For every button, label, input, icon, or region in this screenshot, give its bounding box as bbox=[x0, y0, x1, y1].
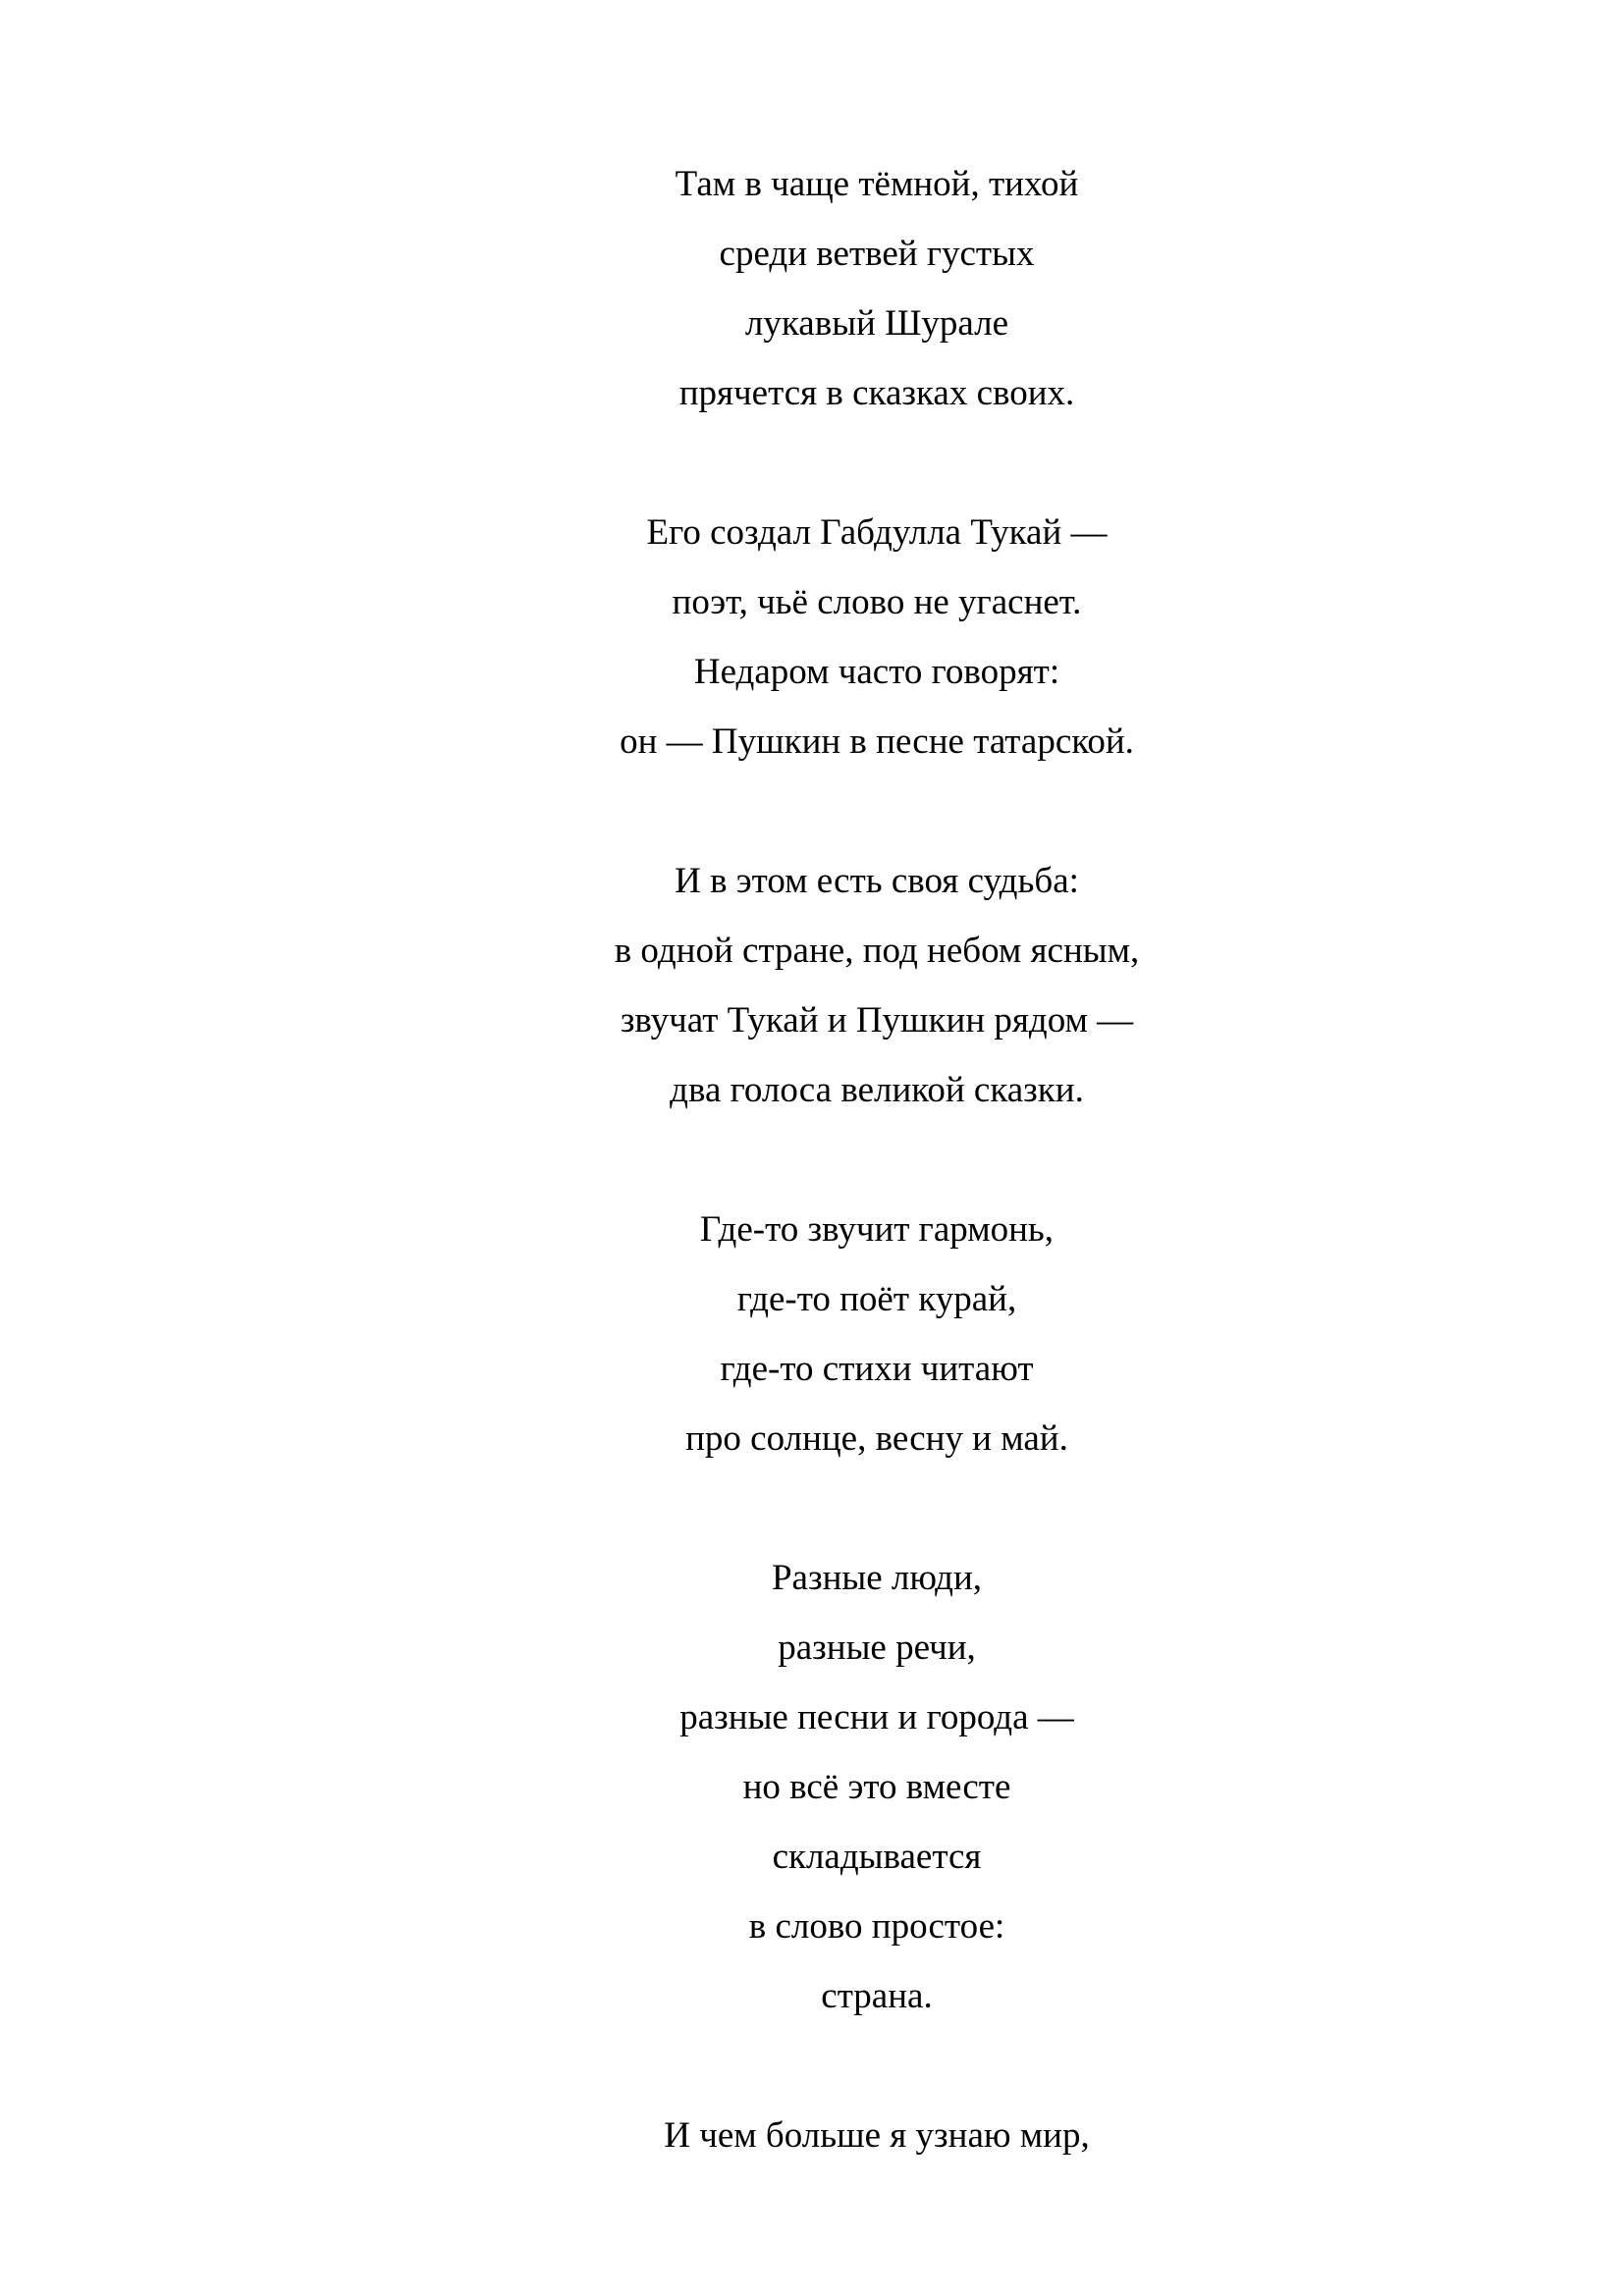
poem-line: прячется в сказках своих. bbox=[678, 373, 1075, 413]
poem-line: где-то стихи читают bbox=[720, 1349, 1034, 1389]
poem-line: Разные люди, bbox=[771, 1558, 983, 1598]
stanza-break bbox=[0, 428, 1624, 498]
stanza bbox=[0, 498, 1624, 776]
stanza-break bbox=[0, 2031, 1624, 2101]
poem-line: Недаром часто говорят: bbox=[693, 652, 1060, 692]
poem-line: про солнце, весну и май. bbox=[685, 1418, 1068, 1459]
stanza bbox=[0, 846, 1624, 1125]
poem-line: поэт, чьё слово не угаснет. bbox=[672, 582, 1082, 622]
poem-line: Где-то звучит гармонь, bbox=[699, 1209, 1055, 1250]
poem-line: в слово простое: bbox=[748, 1906, 1005, 1947]
poem-line: страна. bbox=[821, 1976, 933, 2016]
poem-line: два голоса великой сказки. bbox=[670, 1070, 1084, 1110]
stanza-break bbox=[0, 1125, 1624, 1195]
poem-line: но всё это вместе bbox=[742, 1767, 1011, 1807]
poem-line: среди ветвей густых bbox=[719, 234, 1035, 274]
poem-line: где-то поёт курай, bbox=[736, 1279, 1017, 1319]
poem-line: И в этом есть своя судьба: bbox=[675, 861, 1079, 901]
stanza bbox=[0, 2101, 1624, 2170]
poem-line: разные песни и города — bbox=[679, 1697, 1074, 1737]
poem-line: лукавый Шурале bbox=[744, 303, 1009, 344]
stanza-break bbox=[0, 1473, 1624, 1543]
poem-text bbox=[0, 149, 1624, 2170]
poem-line: в одной стране, под небом ясным, bbox=[614, 931, 1140, 971]
poem-line: складывается bbox=[772, 1837, 982, 1877]
poem-line: Его создал Габдулла Тукай — bbox=[646, 512, 1108, 553]
poem-line: И чем больше я узнаю мир, bbox=[664, 2115, 1090, 2156]
poem-line: разные речи, bbox=[778, 1628, 976, 1668]
stanza bbox=[0, 149, 1624, 428]
poem-line: Там в чаще тёмной, тихой bbox=[675, 164, 1079, 204]
poem-line: он — Пушкин в песне татарской. bbox=[620, 721, 1134, 762]
stanza-break bbox=[0, 776, 1624, 846]
poem-line: звучат Тукай и Пушкин рядом — bbox=[620, 1000, 1134, 1041]
stanza bbox=[0, 1543, 1624, 2031]
stanza bbox=[0, 1195, 1624, 1473]
